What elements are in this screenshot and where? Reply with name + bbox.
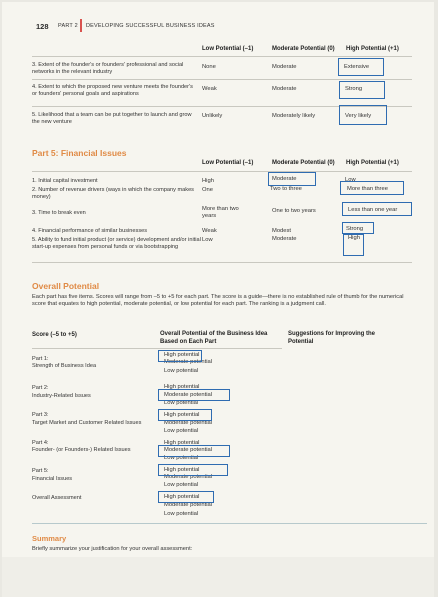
col-low-header: Low Potential (–1) xyxy=(202,160,254,166)
overall-intro: Each part has five items. Scores will range from –5 to +5 for each part. The score is a guide—there is no established rule of thumb for the numerical score that equates to high potential, moderate potential, or low potential for each part. The ranking is a judgment call. xyxy=(32,294,404,308)
running-title: DEVELOPING SUCCESSFUL BUSINESS IDEAS xyxy=(86,23,215,29)
col-score-header: Score (–5 to +5) xyxy=(32,332,77,338)
part-label: Part 3: xyxy=(32,412,49,418)
part-name: Industry-Related Issues xyxy=(32,393,91,399)
summary-prompt: Briefly summarize your justification for your overall assessment: xyxy=(32,546,193,552)
cell-moderate: Moderate xyxy=(272,64,297,70)
section-title-overall: Overall Potential xyxy=(32,281,100,291)
cell-low: More than two years xyxy=(202,206,239,219)
selection-box xyxy=(158,491,214,503)
col-moderate-header: Moderate Potential (0) xyxy=(272,46,335,52)
option-moderate: Moderate potential xyxy=(164,420,213,426)
option-high: High potential xyxy=(164,384,200,390)
table-row-label: 3. Time to break even xyxy=(32,210,86,216)
cell-low: Low xyxy=(202,237,213,243)
part-label: PART 2 xyxy=(58,23,78,29)
cell-high: Less than one year xyxy=(348,207,398,213)
selection-box xyxy=(339,81,385,99)
cell-moderate: Moderate xyxy=(272,176,297,182)
page-number: 128 xyxy=(36,22,49,31)
col-high-header: High Potential (+1) xyxy=(346,160,399,166)
option-low: Low potential xyxy=(164,400,199,406)
cell-low: High xyxy=(202,178,214,184)
cell-high: Very likely xyxy=(345,113,372,119)
selection-box xyxy=(338,58,384,76)
selection-box xyxy=(343,234,364,256)
part-name: Target Market and Customer Related Issues xyxy=(32,420,142,426)
cell-low: One xyxy=(202,187,213,193)
selection-box xyxy=(158,389,230,401)
cell-moderate: Moderately likely xyxy=(272,113,316,119)
cell-high: Low xyxy=(345,177,356,183)
page-bottom-margin xyxy=(2,557,434,597)
option-high: High potential xyxy=(164,494,200,500)
option-moderate: Moderate potential xyxy=(164,502,213,508)
part-name: Financial Issues xyxy=(32,476,73,482)
table-row-label: 5. Likelihood that a team can be put together to launch and grow the new venture xyxy=(32,112,192,125)
table-row-label: 3. Extent of the founder's or founders' professional and social networks in the relevant industry xyxy=(32,62,184,75)
cell-low: Weak xyxy=(202,86,217,92)
table-rule xyxy=(32,348,282,349)
table-rule xyxy=(32,79,412,80)
cell-moderate: One to two years xyxy=(272,208,316,214)
cell-high: Strong xyxy=(346,226,364,232)
cell-moderate: Modest xyxy=(272,228,292,234)
option-low: Low potential xyxy=(164,428,199,434)
table-row-label: 2. Number of revenue drivers (ways in which the company makes money) xyxy=(32,187,194,200)
selection-box xyxy=(268,172,316,186)
part-name: Overall Assessment xyxy=(32,495,82,501)
option-low: Low potential xyxy=(164,482,199,488)
header-divider xyxy=(80,19,82,32)
selection-box xyxy=(158,464,228,476)
selection-box xyxy=(158,350,202,362)
col-low-header: Low Potential (–1) xyxy=(202,46,254,52)
option-moderate: Moderate potential xyxy=(164,474,213,480)
part-name: Strength of Business Idea xyxy=(32,363,97,369)
selection-box xyxy=(158,409,212,421)
table-rule xyxy=(32,171,412,172)
cell-low: None xyxy=(202,64,216,70)
option-moderate: Moderate potential xyxy=(164,392,213,398)
option-high: High potential xyxy=(164,440,200,446)
cell-low: Unlikely xyxy=(202,113,223,119)
selection-box xyxy=(342,222,374,234)
selection-box xyxy=(342,202,412,216)
section-title-part5: Part 5: Financial Issues xyxy=(32,148,127,158)
part-label: Part 2: xyxy=(32,385,49,391)
option-high: High potential xyxy=(164,467,200,473)
part-label: Part 4: xyxy=(32,440,49,446)
cell-moderate: Moderate xyxy=(272,236,297,242)
part-name: Founder- (or Founders-) Related Issues xyxy=(32,447,131,453)
table-row-label: 4. Extent to which the proposed new venture meets the founder's or founders' personal goals and aspirations xyxy=(32,84,193,97)
table-rule xyxy=(32,56,412,57)
option-high: High potential xyxy=(164,412,200,418)
section-title-summary: Summary xyxy=(32,534,67,543)
col-high-header: High Potential (+1) xyxy=(346,46,399,52)
textbook-page xyxy=(2,2,434,595)
cell-low: Weak xyxy=(202,228,217,234)
part-label: Part 5: xyxy=(32,468,49,474)
col-suggestions-header: Suggestions for Improving the Potential xyxy=(288,331,376,345)
table-row-label: 5. Ability to fund initial product (or service) development and/or initial start-up expenses from personal funds or via bootstrapping xyxy=(32,237,201,250)
cell-high: High xyxy=(348,235,360,241)
col-overall-header: Overall Potential of the Business Idea Based on Each Part xyxy=(160,331,268,345)
selection-box xyxy=(158,445,230,457)
cell-moderate: Two to three xyxy=(270,186,302,192)
selection-box xyxy=(339,105,387,125)
part-label: Part 1: xyxy=(32,356,49,362)
table-row-label: 1. Initial capital investment xyxy=(32,178,98,184)
option-moderate: Moderate potential xyxy=(164,359,213,365)
cell-high: Strong xyxy=(345,86,363,92)
selection-box xyxy=(340,181,404,195)
cell-high: More than three xyxy=(347,186,388,192)
option-moderate: Moderate potential xyxy=(164,447,213,453)
table-rule xyxy=(32,262,412,263)
table-row-label: 4. Financial performance of similar businesses xyxy=(32,228,148,234)
cell-moderate: Moderate xyxy=(272,86,297,92)
option-high: High potential xyxy=(164,352,200,358)
option-low: Low potential xyxy=(164,511,199,517)
col-moderate-header: Moderate Potential (0) xyxy=(272,160,335,166)
option-low: Low potential xyxy=(164,368,199,374)
cell-high: Extensive xyxy=(344,64,370,70)
section-divider xyxy=(32,523,427,524)
option-low: Low potential xyxy=(164,455,199,461)
